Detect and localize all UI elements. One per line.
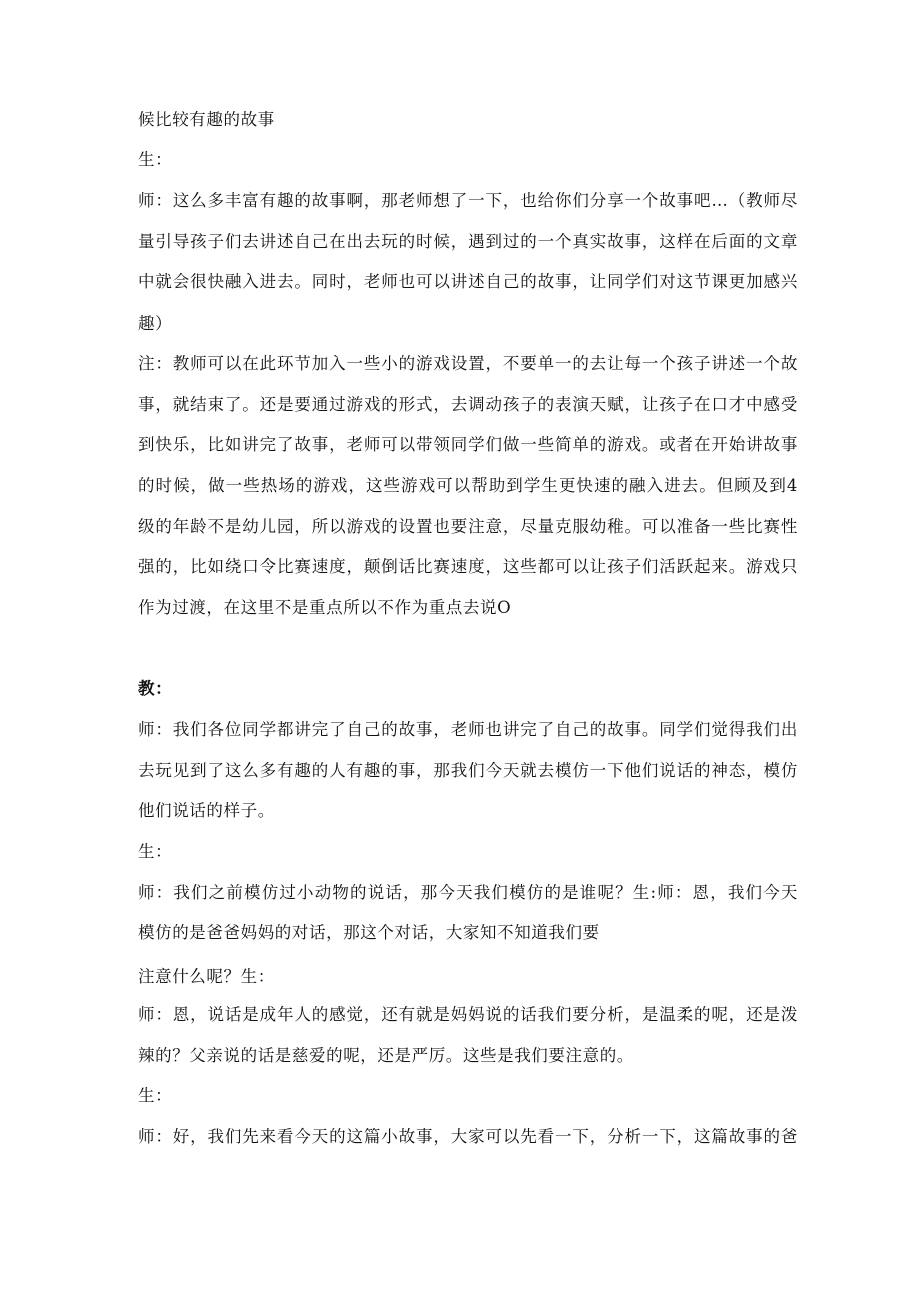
text-line: 师：我们各位同学都讲完了自己的故事，老师也讲完了自己的故事。同学们觉得我们出 bbox=[138, 720, 798, 739]
text-line: 注意什么呢？生： bbox=[138, 967, 275, 986]
text-line: 辣的？父亲说的话是慈爱的呢，还是严厉。这些是我们要注意的。 bbox=[138, 1046, 634, 1065]
text-line: 候比较有趣的故事 bbox=[138, 110, 275, 129]
text-line: 师：好，我们先来看今天的这篇小故事，大家可以先看一下，分析一下，这篇故事的爸 bbox=[138, 1127, 798, 1146]
text-line: 注：教师可以在此环节加入一些小的游戏设置，不要单一的去让每一个孩子讲述一个故 bbox=[138, 354, 798, 373]
text-line: 模仿的是爸爸妈妈的对话，那这个对话，大家知不知道我们要 bbox=[138, 923, 600, 942]
text-line: 事，就结束了。还是要通过游戏的形式，去调动孩子的表演天赋，让孩子在口才中感受 bbox=[138, 395, 798, 414]
text-line: 到快乐，比如讲完了故事，老师可以带领同学们做一些简单的游戏。或者在开始讲故事 bbox=[138, 435, 798, 454]
text-line: 他们说话的样子。 bbox=[138, 801, 275, 820]
text-line: 生： bbox=[138, 1086, 173, 1105]
text-line: 趣） bbox=[138, 314, 173, 333]
text-line: 作为过渡，在这里不是重点所以不作为重点去说O bbox=[138, 598, 512, 617]
text-line: 量引导孩子们去讲述自己在出去玩的时候，遇到过的一个真实故事，这样在后面的文章 bbox=[138, 232, 798, 251]
text-line: 师：这么多丰富有趣的故事啊，那老师想了一下，也给你们分享一个故事吧…（教师尽 bbox=[138, 191, 798, 210]
text-line: 生： bbox=[138, 150, 173, 169]
text-line: 师：我们之前模仿过小动物的说话，那今天我们模仿的是谁呢？生:师：恩，我们今天 bbox=[138, 883, 798, 902]
text-line: 级的年龄不是幼儿园，所以游戏的设置也要注意，尽量克服幼稚。可以准备一些比赛性 bbox=[138, 517, 798, 536]
text-line: 中就会很快融入进去。同时，老师也可以讲述自己的故事，让同学们对这节课更加感兴 bbox=[138, 272, 798, 291]
text-line: 强的，比如绕口令比赛速度，颠倒话比赛速度，这些都可以让孩子们活跃起来。游戏只 bbox=[138, 557, 798, 576]
text-line: 生： bbox=[138, 842, 173, 861]
text-line: 的时候，做一些热场的游戏，这些游戏可以帮助到学生更快速的融入进去。但顾及到4 bbox=[138, 476, 798, 495]
text-line: 去玩见到了这么多有趣的人有趣的事，那我们今天就去模仿一下他们说话的神态，模仿 bbox=[138, 761, 798, 780]
text-line: 师：恩，说话是成年人的感觉，还有就是妈妈说的话我们要分析，是温柔的呢，还是泼 bbox=[138, 1005, 798, 1024]
section-heading: 教： bbox=[138, 679, 173, 698]
